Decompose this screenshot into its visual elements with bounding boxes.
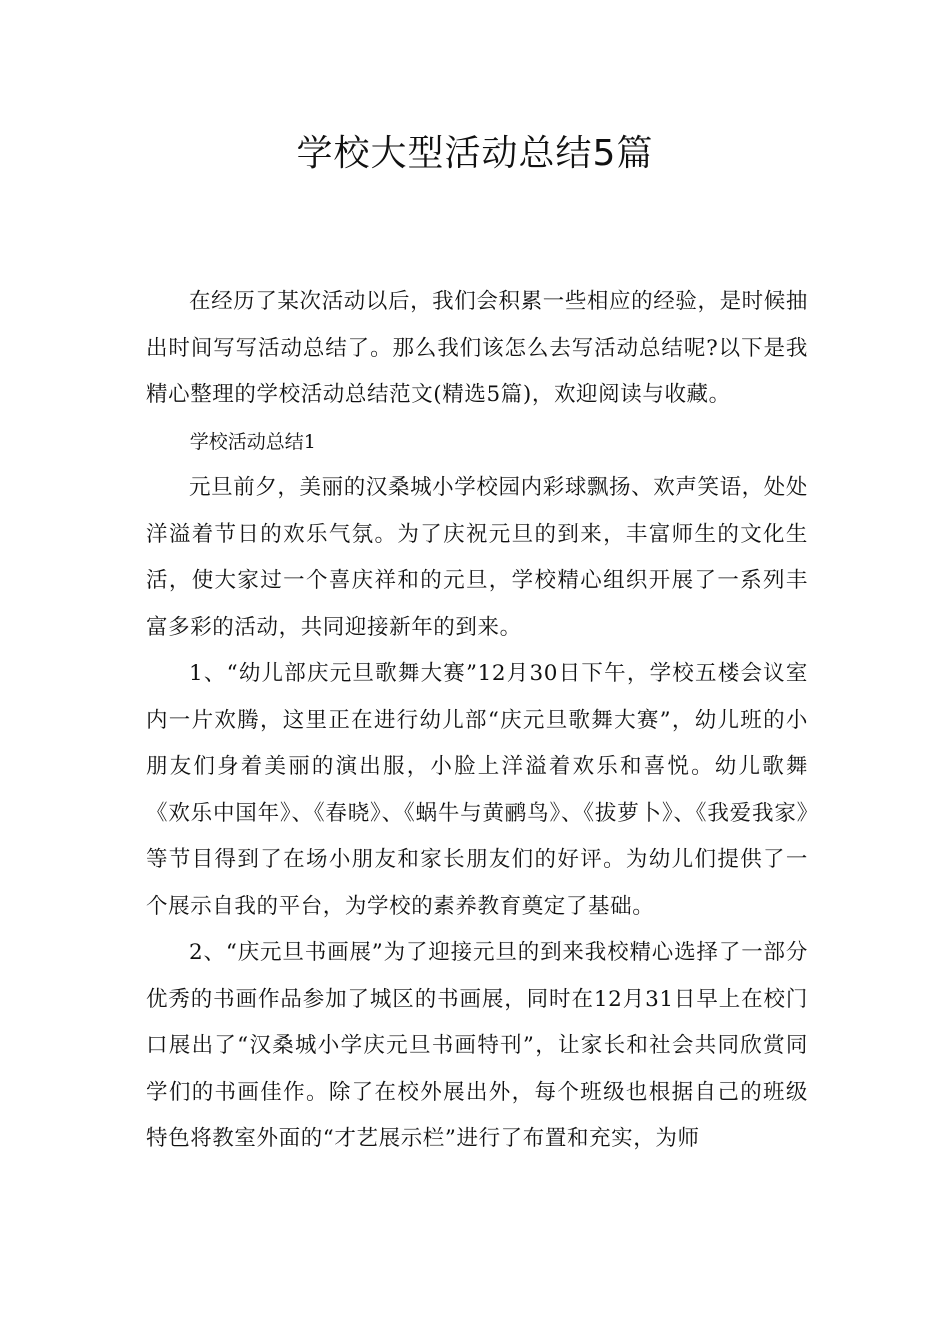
body-paragraph: 元旦前夕，美丽的汉桑城小学校园内彩球飘扬、欢声笑语，处处洋溢着节日的欢乐气氛。为了庆祝元旦的到来，丰富师生的文化生活，使大家过一个喜庆祥和的元旦，学校精心组织开展了一系列丰富多彩的活动，共同迎接新年的到来。 <box>146 475 808 640</box>
body-paragraph: 2、“庆元旦书画展”为了迎接元旦的到来我校精心选择了一部分优秀的书画作品参加了城区的书画展，同时在12月31日早上在校门口展出了“汉桑城小学庆元旦书画特刊”，让家长和社会共同欣赏同学们的书画佳作。除了在校外展出外，每个班级也根据自己的班级特色将教室外面的“才艺展示栏”进行了布置和充实，为师 <box>146 940 808 1151</box>
section-heading: 学校活动总结1 <box>189 430 316 453</box>
document-title: 学校大型活动总结5篇 <box>296 133 654 174</box>
document-body <box>146 279 808 1163</box>
intro-paragraph: 在经历了某次活动以后，我们会积累一些相应的经验，是时候抽出时间写写活动总结了。那么我们该怎么去写活动总结呢?以下是我精心整理的学校活动总结范文(精选5篇)，欢迎阅读与收藏。 <box>146 289 808 407</box>
body-paragraph: 1、“幼儿部庆元旦歌舞大赛”12月30日下午，学校五楼会议室内一片欢腾，这里正在进行幼儿部“庆元旦歌舞大赛”，幼儿班的小朋友们身着美丽的演出服，小脸上洋溢着欢乐和喜悦。幼儿歌舞《欢乐中国年》、《春晓》、《蜗牛与黄鹂鸟》、《拔萝卜》、《我爱我家》等节目得到了在场小朋友和家长朋友们的好评。为幼儿们提供了一个展示自我的平台，为学校的素养教育奠定了基础。 <box>146 661 808 919</box>
